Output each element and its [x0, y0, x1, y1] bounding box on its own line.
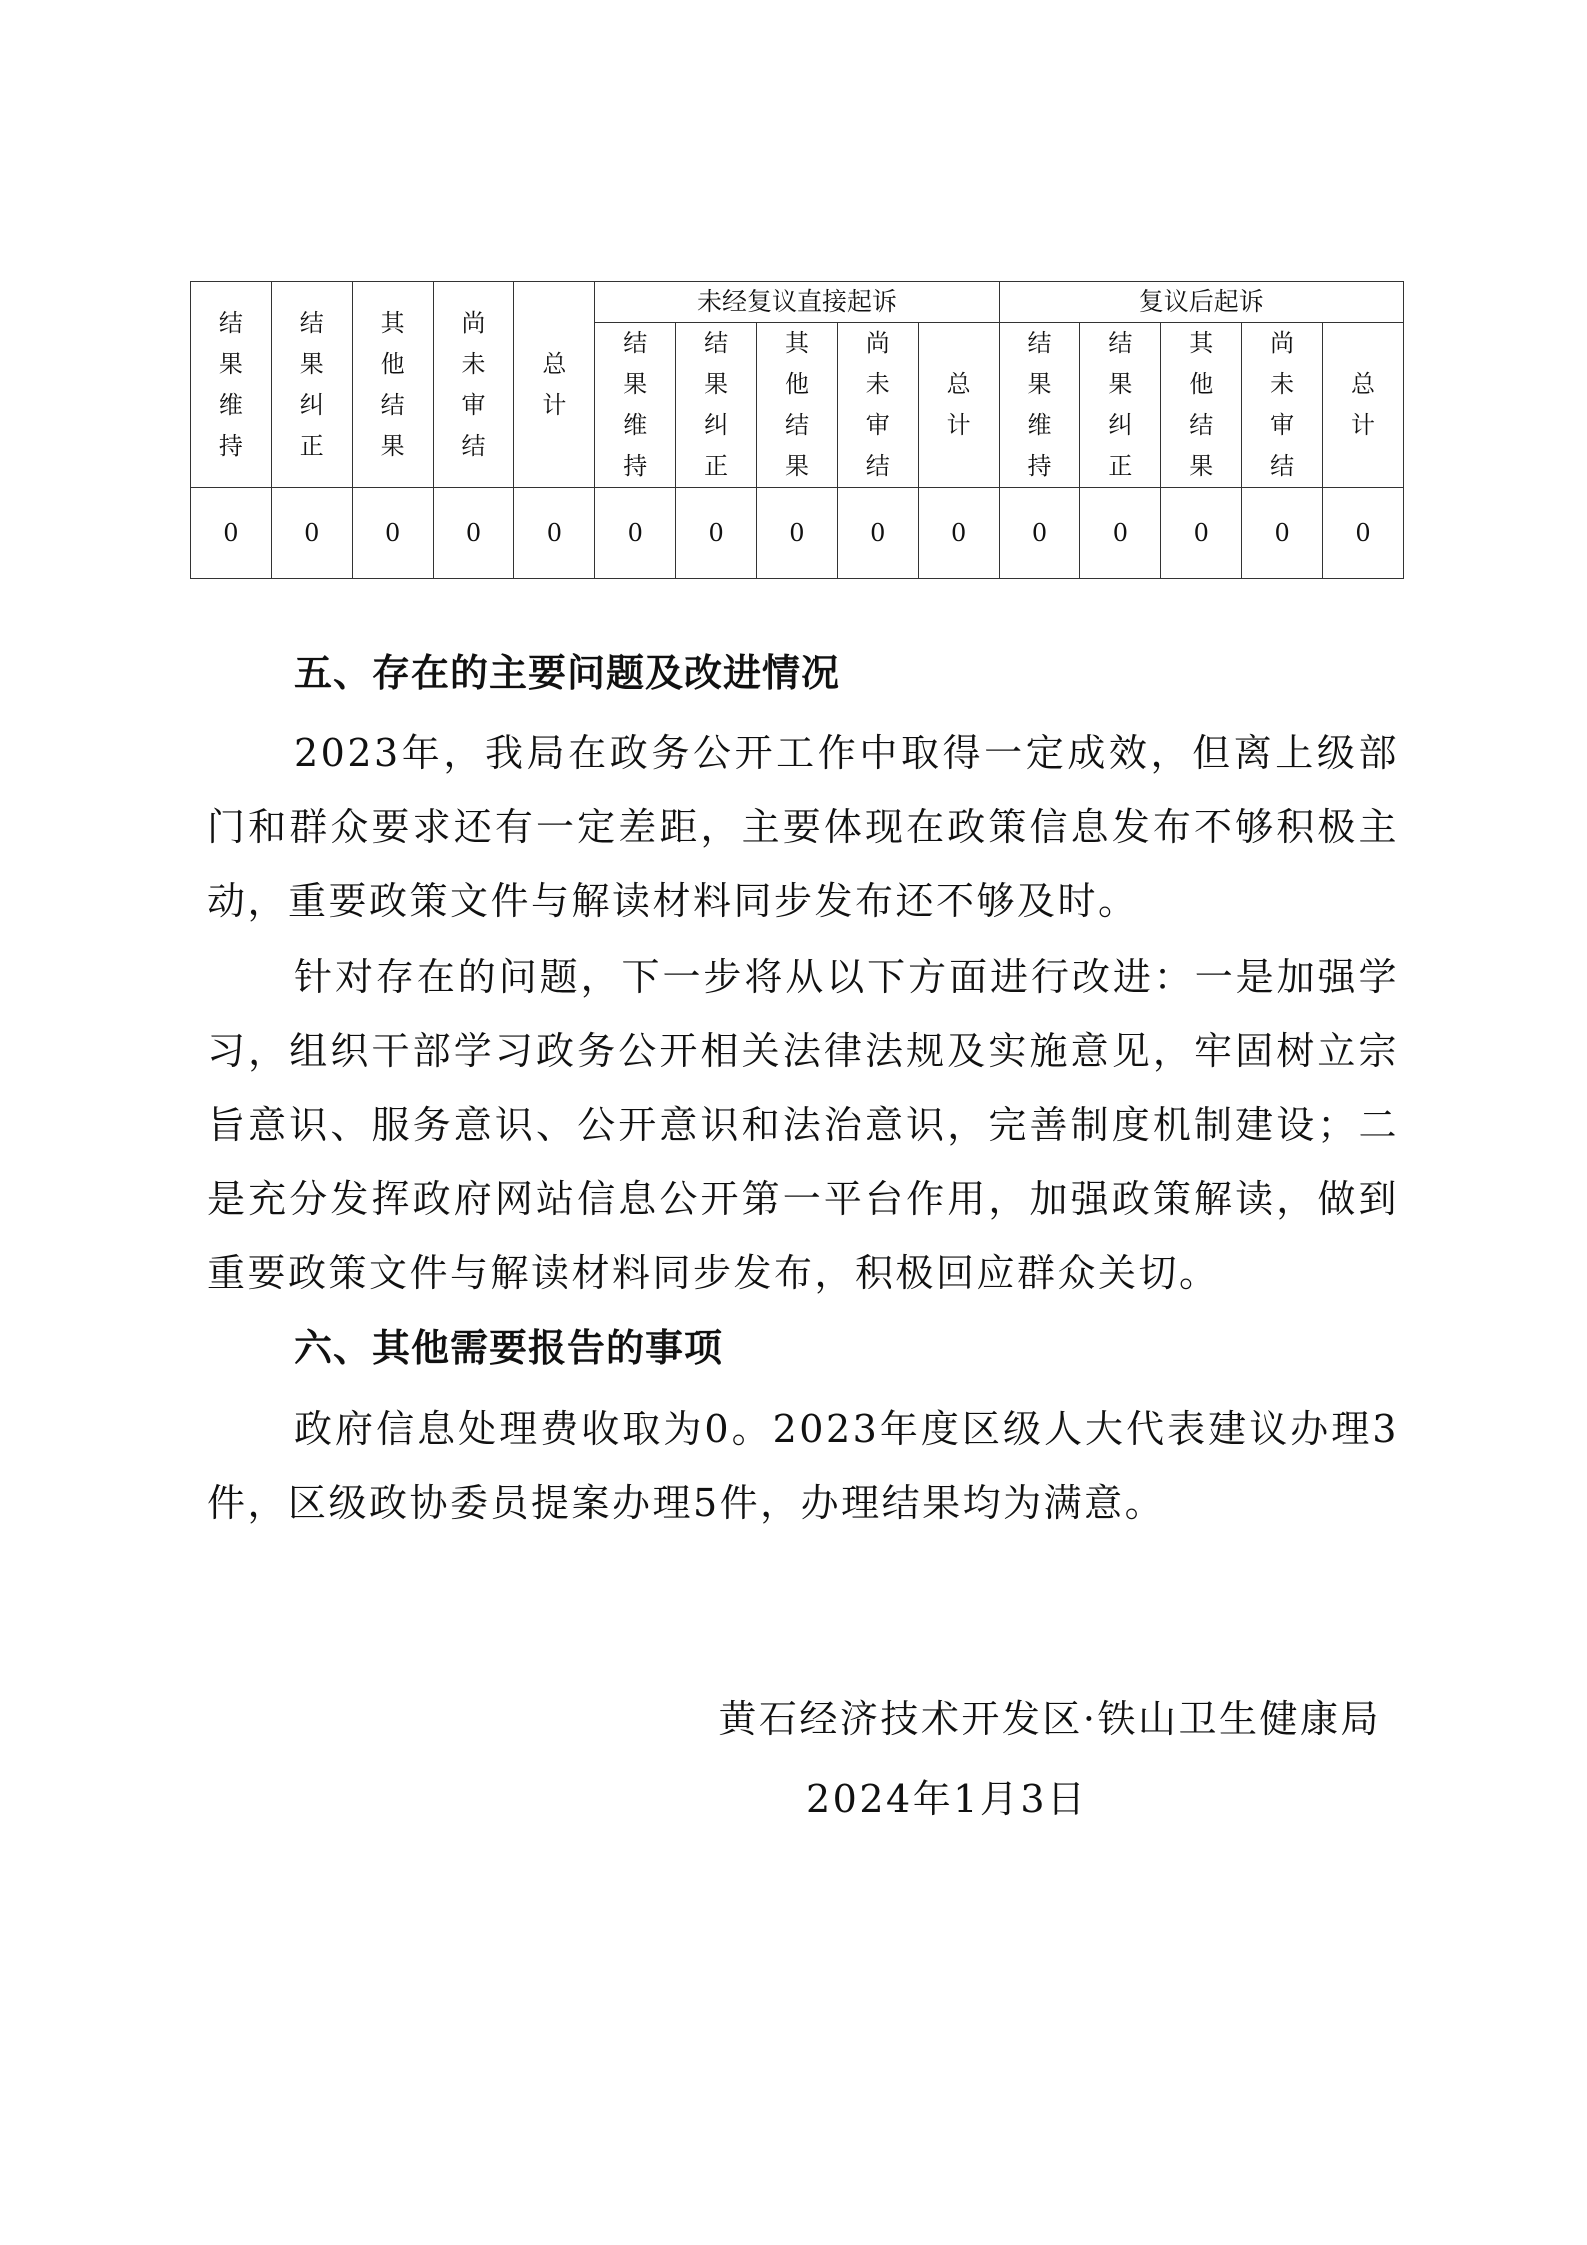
header-label: 总计	[1351, 370, 1375, 439]
table-cell: 0	[1323, 488, 1404, 579]
table-cell: 0	[676, 488, 757, 579]
table-cell: 0	[352, 488, 433, 579]
section-heading-problems: 五、存在的主要问题及改进情况	[294, 650, 841, 695]
header-label: 尚未审结	[1270, 329, 1295, 480]
header-label: 总计	[542, 349, 567, 419]
header-label: 其他结果	[784, 329, 809, 480]
left-header-cell	[271, 282, 352, 488]
table-cell: 0	[433, 488, 514, 579]
group-header-direct: 未经复议直接起诉	[595, 282, 999, 323]
paragraph-improvements: 针对存在的问题，下一步将从以下方面进行改进：一是加强学习，组织干部学习政务公开相关法律法规及实施意见，牢固树立宗旨意识、服务意识、公开意识和法治意识，完善制度机制建设；二是充分发挥政府网站信息公开第一平台作用，加强政策解读，做到重要政策文件与解读材料同步发布，积极回应群众关切。	[207, 955, 1399, 1295]
direct-header-cell	[676, 323, 757, 488]
header-label: 其他结果	[380, 308, 405, 460]
header-label: 其他结果	[1189, 329, 1214, 480]
header-label: 结果维持	[218, 308, 243, 460]
table-header-row-1	[191, 282, 1404, 323]
left-header-cell	[514, 282, 595, 488]
direct-header-cell	[918, 323, 999, 488]
direct-header-cell	[757, 323, 838, 488]
after-header-cell	[999, 323, 1080, 488]
header-label: 结果维持	[623, 329, 648, 480]
header-label: 尚未审结	[865, 329, 890, 480]
after-header-cell	[1242, 323, 1323, 488]
left-header-cell	[352, 282, 433, 488]
signature-organization: 黄石经济技术开发区·铁山卫生健康局	[718, 1697, 1381, 1741]
header-label: 结果维持	[1027, 329, 1052, 480]
signature-date: 2024年1月3日	[806, 1777, 1088, 1821]
table-cell: 0	[837, 488, 918, 579]
left-header-cell	[433, 282, 514, 488]
table-cell: 0	[918, 488, 999, 579]
header-label: 总计	[946, 370, 971, 439]
after-header-cell	[1080, 323, 1161, 488]
paragraph-problems: 2023年，我局在政务公开工作中取得一定成效，但离上级部门和群众要求还有一定差距，主要体现在政策信息发布不够积极主动，重要政策文件与解读材料同步发布还不够及时。	[207, 731, 1399, 923]
after-header-cell	[1161, 323, 1242, 488]
table-cell: 0	[1161, 488, 1242, 579]
direct-header-cell	[595, 323, 676, 488]
section-heading-other-matters: 六、其他需要报告的事项	[294, 1325, 724, 1370]
header-label: 尚未审结	[461, 308, 486, 460]
table-cell: 0	[757, 488, 838, 579]
table-cell: 0	[1080, 488, 1161, 579]
paragraph-other-matters: 政府信息处理费收取为0。2023年度区级人大代表建议办理3件，区级政协委员提案办理5件，办理结果均为满意。	[207, 1407, 1399, 1525]
table-cell: 0	[191, 488, 272, 579]
table-cell: 0	[514, 488, 595, 579]
group-header-after-review: 复议后起诉	[999, 282, 1403, 323]
after-header-cell	[1323, 323, 1404, 488]
header-label: 结果纠正	[704, 329, 729, 480]
admin-litigation-table	[190, 281, 1404, 579]
direct-header-cell	[837, 323, 918, 488]
header-label: 结果纠正	[299, 308, 324, 460]
table-cell: 0	[1242, 488, 1323, 579]
header-label: 结果纠正	[1108, 329, 1133, 480]
table-cell: 0	[595, 488, 676, 579]
left-header-cell	[191, 282, 272, 488]
table-cell: 0	[999, 488, 1080, 579]
table-row	[191, 488, 1404, 579]
table-cell: 0	[271, 488, 352, 579]
